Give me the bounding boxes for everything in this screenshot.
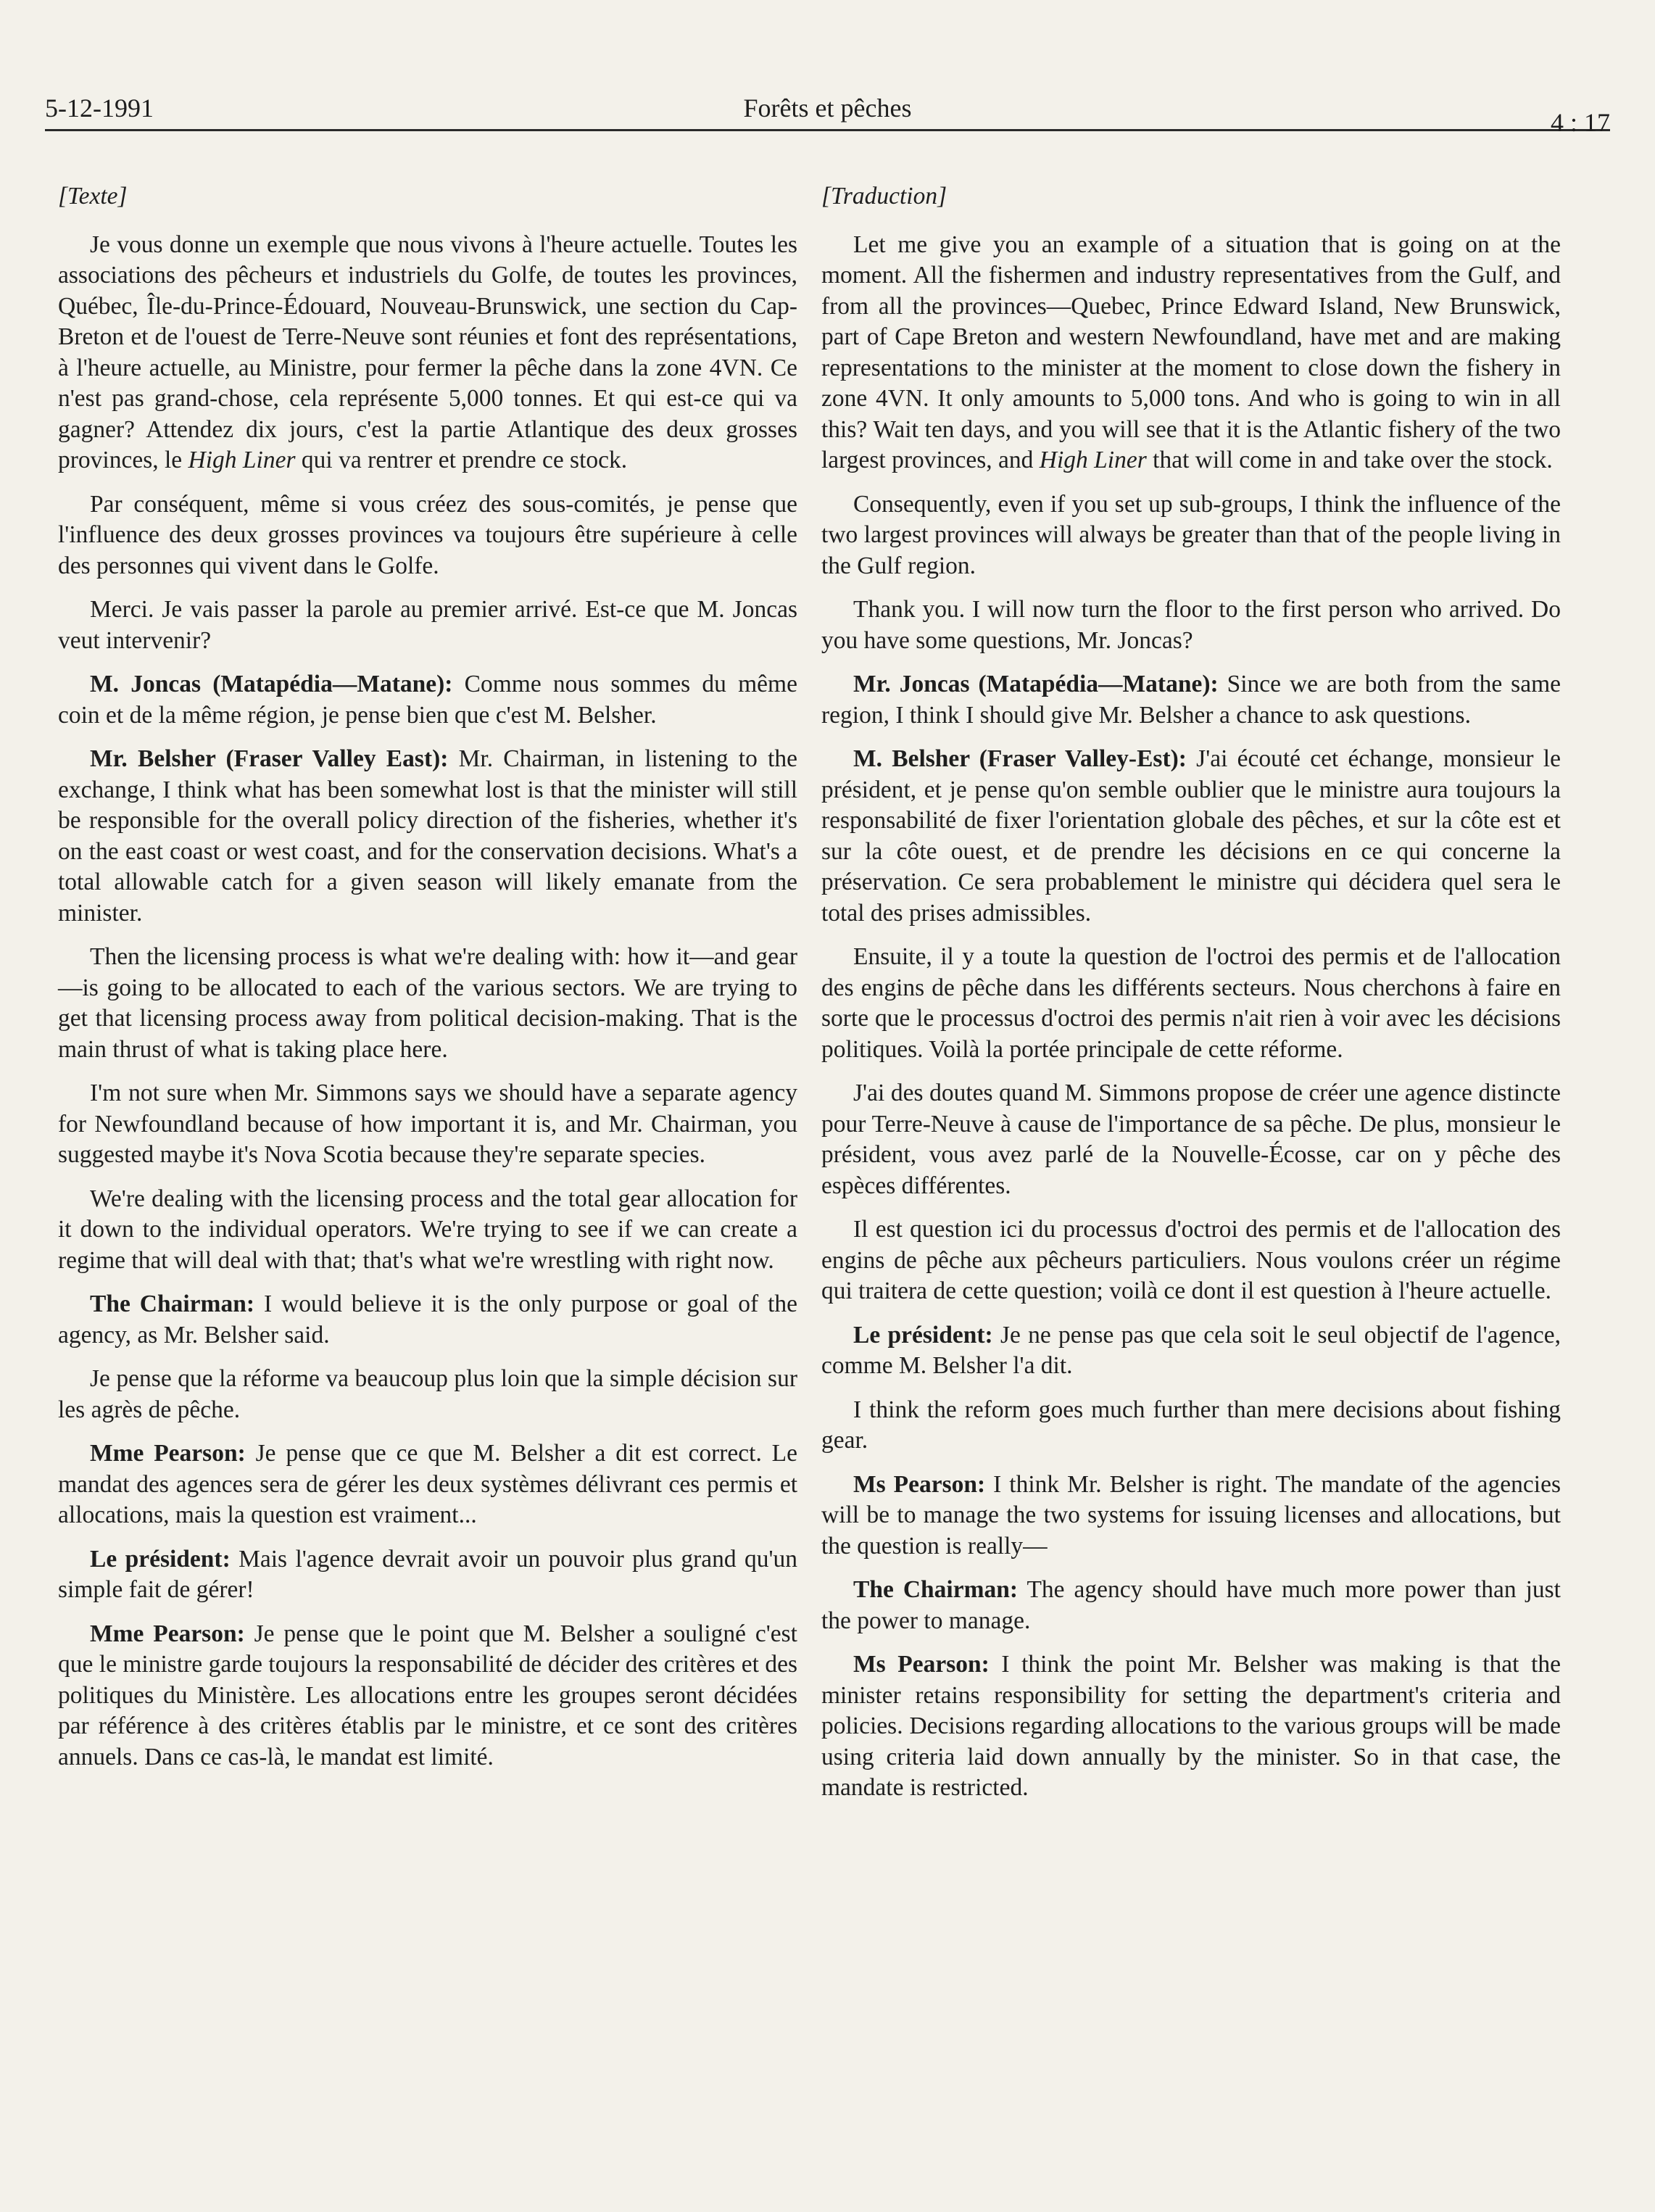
emphasized-text: High Liner — [1039, 447, 1147, 473]
paragraph-text: I think the point Mr. Belsher was making is that the minister retains responsibility for setting the department's criteria and policies. Decisions regarding allocations to the various groups will be made using criteria laid down annually by the minister. So in that case, the mandate is restricted. — [821, 1651, 1561, 1801]
paragraph-text: Mr. Chairman, in listening to the exchange, I think what has been somewhat lost is that the minister will still be responsible for the overall policy direction of the fisheries, whether it's on the east coast or west coast, and for the conservation decisions. What's a total allowable catch for a given season will likely emanate from the minister. — [58, 745, 797, 927]
paragraph-text: Since we are both from the same region, I think I should give Mr. Belsher a chance to ask questions. — [821, 671, 1561, 729]
paragraph-text: Then the licensing process is what we're dealing with: how it—and gear—is going to be allocated to each of the various sectors. We are trying to get that licensing process away from political decision-making. That is the main thrust of what is taking place here. — [58, 943, 797, 1063]
header-page-number: 4 : 17 — [1550, 108, 1610, 137]
paragraph-text: Consequently, even if you set up sub-groups, I think the influence of the two largest provinces will always be greater than that of the people living in the Gulf region. — [821, 490, 1561, 579]
text-paragraph — [58, 230, 797, 476]
paragraph-text: Je pense que le point que M. Belsher a souligné c'est que le ministre garde toujours la responsabilité de décider des critères et des politiques du Ministère. Les allocations entre les groupes seront décidées par référence à des critères établis par le ministre, et ce sont des critères annuels. Dans ce cas-là, le mandat est limité. — [58, 1620, 797, 1770]
speaker-name: Ms Pearson: — [853, 1470, 986, 1498]
text-paragraph — [821, 489, 1561, 582]
paragraph-text: J'ai des doutes quand M. Simmons propose de créer une agence distincte pour Terre-Neuve à cause de l'importance de sa pêche. De plus, monsieur le président, vous avez parlé de la Nouvelle-Écosse, car on y pêche des espèces différentes. — [821, 1080, 1561, 1199]
text-paragraph — [58, 942, 797, 1065]
column-tag: [Traduction] — [821, 183, 947, 210]
paragraph-text: Merci. Je vais passer la parole au premier arrivé. Est-ce que M. Joncas veut intervenir? — [58, 596, 797, 654]
header-title: Forêts et pêches — [743, 94, 912, 123]
speaker-paragraph — [821, 1575, 1561, 1636]
speaker-paragraph — [821, 1320, 1561, 1382]
speaker-name: Ms Pearson: — [853, 1651, 990, 1678]
speaker-paragraph — [58, 669, 797, 731]
paragraph-text: We're dealing with the licensing process and the total gear allocation for it down to the individual operators. We're trying to see if we can create a regime that will deal with that; that's what we're wrestling with right now. — [58, 1185, 797, 1274]
paragraph-text: The agency should have much more power than just the power to manage. — [821, 1576, 1561, 1634]
text-paragraph — [58, 1078, 797, 1171]
text-paragraph — [821, 230, 1561, 476]
speaker-name: Mme Pearson: — [90, 1620, 245, 1647]
page-header — [45, 86, 1610, 137]
right-column — [821, 181, 1561, 1817]
text-paragraph — [821, 1214, 1561, 1307]
text-paragraph — [58, 1364, 797, 1425]
speaker-name: Mme Pearson: — [90, 1440, 246, 1467]
speaker-name: Mr. Belsher (Fraser Valley East): — [90, 745, 449, 772]
left-column — [58, 181, 797, 1786]
speaker-name: The Chairman: — [853, 1576, 1019, 1603]
paragraph-text: Mais l'agence devrait avoir un pouvoir plus grand qu'un simple fait de gérer! — [58, 1545, 797, 1603]
speaker-paragraph — [821, 669, 1561, 731]
text-paragraph — [821, 1078, 1561, 1201]
speaker-name: M. Belsher (Fraser Valley-Est): — [853, 745, 1187, 772]
paragraph-text: Let me give you an example of a situation that is going on at the moment. All the fishermen and industry representatives from the Gulf, and from all the provinces—Quebec, Prince Edward Island, New Brunswick, part of Cape Breton and western Newfoundland, have met and are making representations to the minister at the moment to close down the fishery in zone 4VN. It only amounts to 5,000 tons. And who is going to win in all this? Wait ten days, and you will see that it is the Atlantic fishery of the two largest provinces, and — [821, 231, 1561, 473]
speaker-name: Le président: — [90, 1545, 231, 1573]
paragraph-text: I'm not sure when Mr. Simmons says we should have a separate agency for Newfoundland because of how important it is, and Mr. Chairman, you suggested maybe it's Nova Scotia because they're separate species. — [58, 1080, 797, 1168]
text-paragraph — [821, 1395, 1561, 1457]
paragraph-text: Je pense que la réforme va beaucoup plus loin que la simple décision sur les agrès de pêche. — [58, 1365, 797, 1423]
paragraph-text: Je vous donne un exemple que nous vivons à l'heure actuelle. Toutes les associations des pêcheurs et industriels du Golfe, de toutes les provinces, Québec, Île-du-Prince-Édouard, Nouveau-Brunswick, une section du Cap-Breton et de l'ouest de Terre-Neuve sont réunies et font des représentations, à l'heure actuelle, au Ministre, pour fermer la pêche dans la zone 4VN. Ce n'est pas grand-chose, cela représente 5,000 tonnes. Et qui est-ce qui va gagner? Attendez dix jours, c'est la partie Atlantique des deux grosses provinces, le — [58, 231, 797, 473]
paragraph-text: Comme nous sommes du même coin et de la même région, je pense bien que c'est M. Belsher. — [58, 671, 797, 729]
header-date: 5-12-1991 — [45, 94, 154, 123]
paragraph-text: Par conséquent, même si vous créez des sous-comités, je pense que l'influence des deux grosses provinces va toujours être supérieure à celle des personnes qui vivent dans le Golfe. — [58, 490, 797, 579]
text-paragraph — [58, 595, 797, 656]
paragraph-text: Thank you. I will now turn the floor to the first person who arrived. Do you have some questions, Mr. Joncas? — [821, 596, 1561, 654]
speaker-name: M. Joncas (Matapédia—Matane): — [90, 671, 453, 697]
speaker-paragraph — [821, 744, 1561, 929]
paragraph-text: I think the reform goes much further than mere decisions about fishing gear. — [821, 1396, 1561, 1454]
speaker-paragraph — [58, 1438, 797, 1531]
paragraph-text: I think Mr. Belsher is right. The mandate of the agencies will be to manage the two systems for issuing licenses and allocations, but the question is really— — [821, 1470, 1561, 1559]
speaker-paragraph — [58, 1619, 797, 1773]
text-paragraph — [821, 595, 1561, 656]
column-tag: [Texte] — [58, 183, 128, 210]
speaker-paragraph — [58, 1544, 797, 1606]
text-paragraph — [58, 1184, 797, 1277]
speaker-paragraph — [58, 1289, 797, 1351]
speaker-name: Le président: — [853, 1321, 993, 1349]
paragraph-text: Je ne pense pas que cela soit le seul objectif de l'agence, comme M. Belsher l'a dit. — [821, 1321, 1561, 1379]
paragraph-text: Il est question ici du processus d'octroi des permis et de l'allocation des engins de pêche aux pêcheurs particuliers. Nous voulons créer un régime qui traitera de cette question; voilà ce dont il est question à l'heure actuelle. — [821, 1216, 1561, 1304]
speaker-paragraph — [58, 744, 797, 929]
paragraph-text: Ensuite, il y a toute la question de l'octroi des permis et de l'allocation des engins de pêche dans les différents secteurs. Nous cherchons à faire en sorte que le processus d'octroi des permis n'ait rien à voir avec les décisions politiques. Voilà la portée principale de cette réforme. — [821, 943, 1561, 1063]
text-paragraph — [821, 942, 1561, 1065]
paragraph-text: I would believe it is the only purpose or goal of the agency, as Mr. Belsher said. — [58, 1291, 797, 1349]
speaker-name: The Chairman: — [90, 1291, 254, 1317]
text-paragraph — [58, 489, 797, 582]
emphasized-text: High Liner — [188, 447, 296, 473]
speaker-paragraph — [821, 1470, 1561, 1562]
paragraph-text: Je pense que ce que M. Belsher a dit est correct. Le mandat des agences sera de gérer les deux systèmes délivrant ces permis et allocations, mais la question est vraiment... — [58, 1440, 797, 1528]
paragraph-text: that will come in and take over the stock. — [1146, 447, 1553, 473]
paragraph-text: qui va rentrer et prendre ce stock. — [295, 447, 628, 473]
paragraph-text: J'ai écouté cet échange, monsieur le président, et je pense qu'on semble oublier que le ministre aura toujours la responsabilité de fixer l'orientation globale des pêches, et sur la côte est et sur la côte ouest, et de prendre les décisions en ce qui concerne la préservation. Ce sera probablement le ministre qui décidera quel sera le total des prises admissibles. — [821, 745, 1561, 927]
speaker-name: Mr. Joncas (Matapédia—Matane): — [853, 671, 1219, 697]
speaker-paragraph — [821, 1649, 1561, 1804]
